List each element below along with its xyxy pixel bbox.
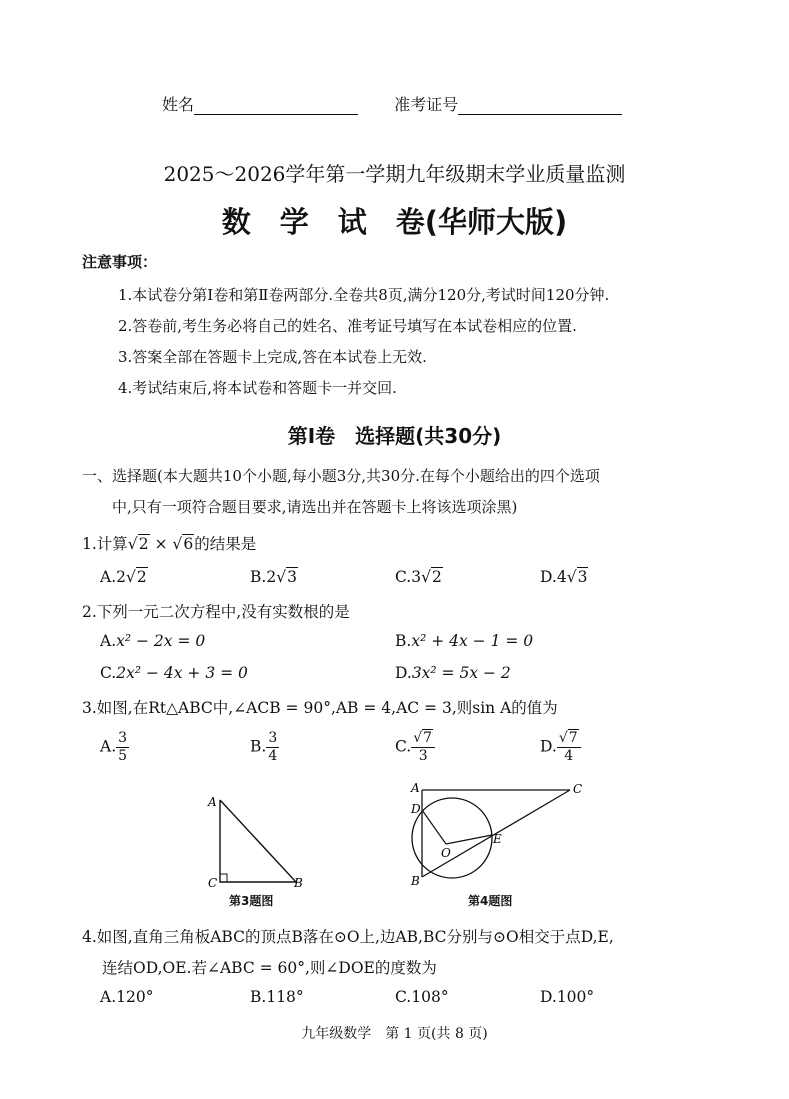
q1-option-b[interactable]: B.2√3 (250, 568, 297, 586)
q1-option-d[interactable]: D.4√3 (540, 568, 588, 586)
q3-triangle (220, 800, 296, 882)
q4-option-a[interactable]: A.120° (100, 988, 154, 1006)
section-title: 第Ⅰ卷 选择题(共30分) (287, 424, 502, 448)
q4-label-c: C (573, 782, 583, 796)
section-instruction: 一、选择题(本大题共10个小题,每小题3分,共30分.在每个小题给出的四个选项 (82, 467, 600, 485)
note-item: 4.考试结束后,将本试卷和答题卡一并交回. (118, 379, 397, 397)
q4-label-e: E (493, 832, 502, 846)
q4-figure (405, 780, 590, 890)
q3-figure-caption: 第3题图 (229, 894, 274, 908)
q4-option-b[interactable]: B.118° (250, 988, 304, 1006)
q1-suffix: 的结果是 (194, 535, 257, 553)
q4-figure-caption: 第4题图 (468, 894, 513, 908)
q4-label-o: O (441, 846, 451, 860)
name-label: 姓名 (162, 95, 195, 114)
q3-label-c: C (208, 876, 218, 890)
q3-option-c[interactable]: C. $\frac{√7}{3}$ (395, 730, 435, 765)
q4-circle (412, 798, 492, 878)
q3-figure (200, 790, 310, 905)
q4-label-d: D (411, 802, 421, 816)
exam-id-label: 准考证号 (394, 95, 459, 114)
q3-option-d[interactable]: D. $\frac{√7}{4}$ (540, 730, 581, 765)
q1-times: × (154, 535, 168, 553)
q4-label-a: A (411, 781, 420, 795)
q1-option-a[interactable]: A.2√2 (100, 568, 147, 586)
q3-label-b: B (294, 876, 303, 890)
question-4-stem-1: 4.如图,直角三角板ABC的顶点B落在⊙O上,边AB,BC分别与⊙O相交于点D,E, (82, 928, 614, 946)
q1-prefix: 1.计算 (82, 535, 128, 553)
exam-title: 数 学 试 卷(华师大版) (221, 205, 568, 239)
student-info-line (162, 92, 622, 115)
page-footer: 九年级数学 第 1 页(共 8 页) (301, 1026, 488, 1042)
q3-right-angle-mark (220, 874, 227, 882)
exam-id-blank[interactable] (458, 96, 622, 115)
q3-option-a[interactable]: A. $\frac{3}{5}$ (100, 730, 128, 764)
q3-label-a: A (208, 795, 217, 809)
q1-radicand-2: 6 (183, 535, 194, 553)
name-blank[interactable] (194, 96, 358, 115)
note-item: 1.本试卷分第Ⅰ卷和第Ⅱ卷两部分.全卷共8页,满分120分,考试时间120分钟. (118, 286, 610, 304)
note-item: 3.答案全部在答题卡上完成,答在本试卷上无效. (118, 348, 427, 366)
q3-option-b[interactable]: B. $\frac{3}{4}$ (250, 730, 278, 764)
question-4-stem-2: 连结OD,OE.若∠ABC = 60°,则∠DOE的度数为 (102, 959, 437, 977)
question-2-stem: 2.下列一元二次方程中,没有实数根的是 (82, 603, 350, 621)
q2-option-c[interactable]: C.2x² − 4x + 3 = 0 (100, 664, 248, 682)
exam-subtitle: 2025～2026学年第一学期九年级期末学业质量监测 (163, 162, 626, 186)
q2-option-d[interactable]: D.3x² = 5x − 2 (395, 664, 511, 682)
q4-option-c[interactable]: C.108° (395, 988, 449, 1006)
q2-option-b[interactable]: B.x² + 4x − 1 = 0 (395, 632, 534, 650)
question-1-stem: 1.计算√2 × √6的结果是 (82, 535, 257, 553)
q2-option-a[interactable]: A.x² − 2x = 0 (100, 632, 206, 650)
question-3-stem: 3.如图,在Rt△ABC中,∠ACB = 90°,AB = 4,AC = 3,则sin A的值为 (82, 699, 558, 717)
q4-label-b: B (411, 874, 420, 888)
q4-segment-od (422, 810, 446, 844)
note-item: 2.答卷前,考生务必将自己的姓名、准考证号填写在本试卷相应的位置. (118, 317, 577, 335)
q4-option-d[interactable]: D.100° (540, 988, 595, 1006)
q1-radicand-1: 2 (138, 535, 149, 553)
q1-option-c[interactable]: C.3√2 (395, 568, 442, 586)
section-instruction-cont: 中,只有一项符合题目要求,请选出并在答题卡上将该选项涂黑) (112, 498, 518, 516)
notes-heading: 注意事项： (82, 253, 158, 271)
